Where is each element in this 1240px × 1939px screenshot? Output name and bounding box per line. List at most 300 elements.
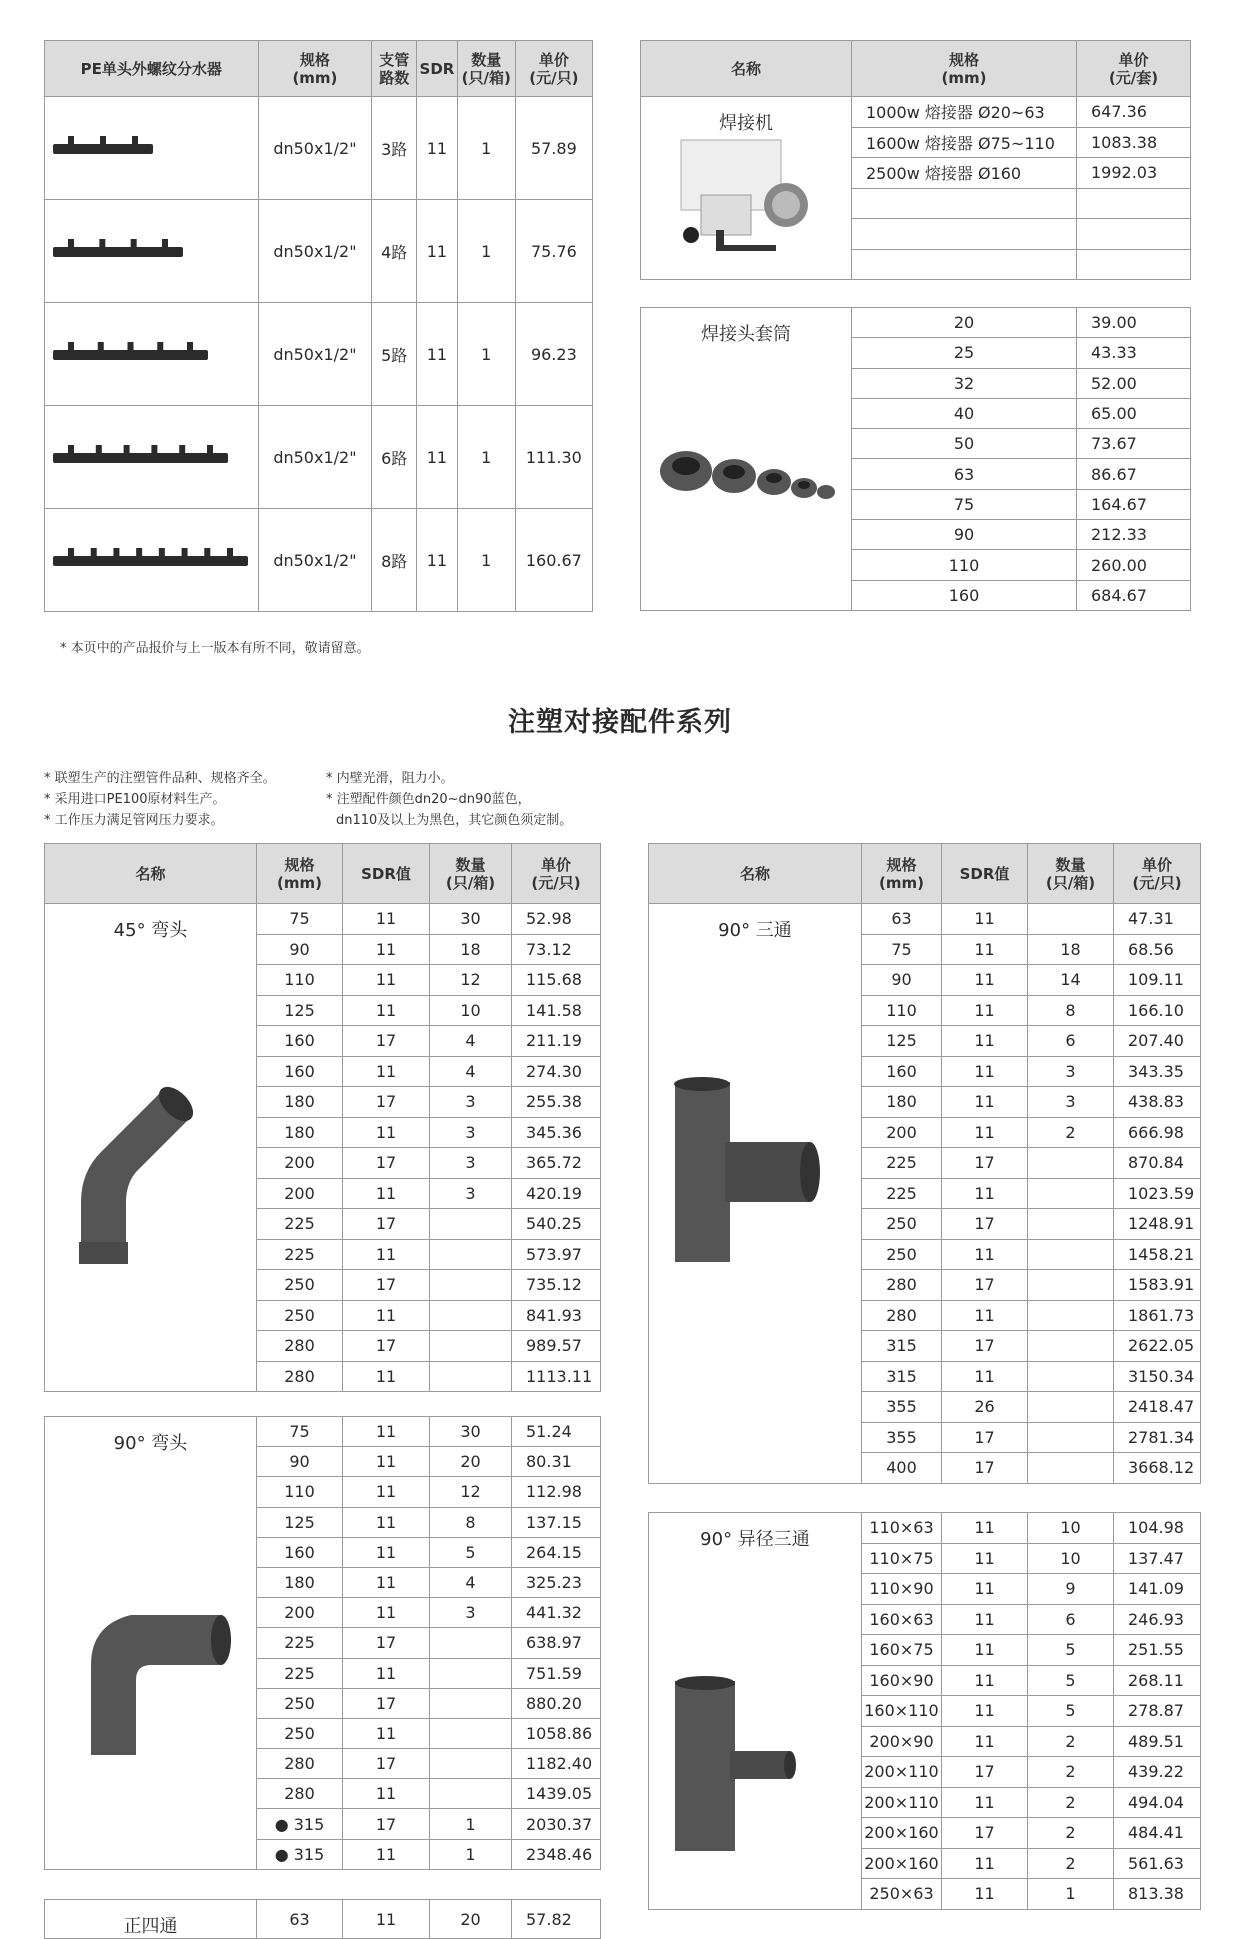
cell-ways: 5路 — [372, 303, 417, 406]
cell-qty — [430, 1300, 512, 1331]
cell-qty: 18 — [430, 934, 512, 965]
cell-spec: 250×63 — [862, 1879, 942, 1910]
cell-price: 75.76 — [515, 200, 592, 303]
cell-spec: 200×110 — [862, 1787, 942, 1818]
table-row — [649, 904, 1201, 935]
welder-table — [640, 40, 1191, 280]
cell-sdr: 17 — [343, 1749, 430, 1779]
column-header: 数量 (只/箱) — [430, 844, 512, 904]
cell-price: 684.67 — [1077, 580, 1191, 610]
cell-spec: 315 — [862, 1331, 942, 1362]
cell-spec: 200×90 — [862, 1726, 942, 1757]
cell-sdr: 11 — [343, 1447, 430, 1477]
tee-90-image — [665, 1072, 845, 1282]
cell-price: 638.97 — [512, 1628, 601, 1658]
cell-qty: 1 — [457, 200, 515, 303]
cell-sdr: 11 — [942, 1178, 1028, 1209]
cell-spec: 200 — [257, 1598, 343, 1628]
cell-spec — [852, 188, 1077, 219]
column-header: 规格 (mm) — [257, 844, 343, 904]
cell-qty: 3 — [1028, 1087, 1114, 1118]
cell-price: 438.83 — [1114, 1087, 1201, 1118]
cell-qty — [1028, 1361, 1114, 1392]
cell-price: 989.57 — [512, 1331, 601, 1362]
cell-sdr: 11 — [942, 995, 1028, 1026]
cell-spec: 225 — [257, 1209, 343, 1240]
cell-spec: 2500w 熔接器 Ø160 — [852, 158, 1077, 189]
cell-ways: 3路 — [372, 97, 417, 200]
cell-qty: 14 — [1028, 965, 1114, 996]
cell-sdr: 11 — [942, 1026, 1028, 1057]
cell-price: 2622.05 — [1114, 1331, 1201, 1362]
product-name: 正四通 — [123, 1916, 178, 1937]
cell-sdr: 17 — [343, 1809, 430, 1839]
welder-image — [661, 135, 831, 255]
cell-price: 2418.47 — [1114, 1392, 1201, 1423]
cell-spec: 125 — [257, 1507, 343, 1537]
cell-price: 212.33 — [1077, 520, 1191, 550]
cell-spec: 63 — [852, 459, 1077, 489]
cell-sdr: 11 — [942, 1361, 1028, 1392]
cell-price: 246.93 — [1114, 1604, 1201, 1635]
cell-qty: 20 — [430, 1900, 512, 1939]
cell-qty — [1028, 1178, 1114, 1209]
cell-price: 1083.38 — [1077, 127, 1191, 158]
cell-price: 65.00 — [1077, 398, 1191, 428]
cell-price: 2030.37 — [512, 1809, 601, 1839]
cell-price: 278.87 — [1114, 1696, 1201, 1727]
cell-sdr: 11 — [942, 1848, 1028, 1879]
cell-sdr: 17 — [343, 1688, 430, 1718]
cell-price: 274.30 — [512, 1056, 601, 1087]
cell-sdr: 11 — [343, 1900, 430, 1939]
cell-spec: 250 — [862, 1209, 942, 1240]
cell-qty: 3 — [1028, 1056, 1114, 1087]
cell-sdr: 11 — [942, 1117, 1028, 1148]
cell-qty — [430, 1628, 512, 1658]
cell-price: 47.31 — [1114, 904, 1201, 935]
cell-sdr: 11 — [343, 1117, 430, 1148]
cell-qty: 3 — [430, 1087, 512, 1118]
cell-ways: 4路 — [372, 200, 417, 303]
cell-price: 57.89 — [515, 97, 592, 200]
cell-sdr: 17 — [942, 1270, 1028, 1301]
cell-sdr: 11 — [942, 1635, 1028, 1666]
cell-price: 1058.86 — [512, 1718, 601, 1748]
cell-qty: 30 — [430, 1417, 512, 1447]
cell-spec: 40 — [852, 398, 1077, 428]
cell-price: 484.41 — [1114, 1818, 1201, 1849]
cell-spec: 160 — [257, 1537, 343, 1567]
cell-qty: 10 — [1028, 1513, 1114, 1544]
cell-sdr: 17 — [343, 1270, 430, 1301]
cell-price: 68.56 — [1114, 934, 1201, 965]
cross-table — [44, 1899, 601, 1939]
cell-spec: 63 — [257, 1900, 343, 1939]
cell-sdr: 11 — [417, 406, 458, 509]
cell-sdr: 11 — [343, 1477, 430, 1507]
cell-qty: 8 — [430, 1507, 512, 1537]
cell-qty: 5 — [1028, 1696, 1114, 1727]
cell-qty: 20 — [430, 1447, 512, 1477]
manifold-image — [53, 546, 252, 570]
cell-spec — [852, 219, 1077, 250]
feature-item: * 注塑配件颜色dn20~dn90蓝色， — [326, 792, 531, 807]
cell-qty — [430, 1779, 512, 1809]
cell-sdr: 11 — [417, 303, 458, 406]
cell-sdr: 11 — [343, 934, 430, 965]
cell-qty: 1 — [457, 303, 515, 406]
cell-spec: 200 — [862, 1117, 942, 1148]
cell-spec: 63 — [862, 904, 942, 935]
cell-sdr: 11 — [343, 995, 430, 1026]
cell-sdr: 17 — [942, 1422, 1028, 1453]
cell-sdr: 11 — [343, 1239, 430, 1270]
cell-price: 813.38 — [1114, 1879, 1201, 1910]
cell-price: 52.98 — [512, 904, 601, 935]
table-row — [45, 904, 601, 935]
cell-price: 540.25 — [512, 1209, 601, 1240]
cell-sdr: 11 — [942, 904, 1028, 935]
cell-qty: 12 — [430, 965, 512, 996]
cell-qty: 6 — [1028, 1026, 1114, 1057]
cell-spec: dn50x1/2" — [258, 509, 372, 612]
cell-qty — [1028, 1148, 1114, 1179]
cell-price: 441.32 — [512, 1598, 601, 1628]
column-header: 单价 (元/只) — [515, 41, 592, 97]
cell-sdr: 11 — [343, 1507, 430, 1537]
cell-sdr: 17 — [942, 1331, 1028, 1362]
table-row — [45, 303, 593, 406]
cell-qty: 3 — [430, 1598, 512, 1628]
cell-spec: 110×63 — [862, 1513, 942, 1544]
cell-qty: 5 — [1028, 1665, 1114, 1696]
cell-spec: 110 — [257, 1477, 343, 1507]
product-image-cell — [45, 97, 259, 200]
cell-sdr: 11 — [343, 1839, 430, 1869]
cell-spec: 90 — [862, 965, 942, 996]
column-header: SDR值 — [343, 844, 430, 904]
cell-spec: 75 — [257, 904, 343, 935]
cell-price: 51.24 — [512, 1417, 601, 1447]
cell-price — [1077, 188, 1191, 219]
product-name-cell — [649, 904, 862, 1484]
cell-price: 439.22 — [1114, 1757, 1201, 1788]
cell-spec: 90 — [257, 934, 343, 965]
cell-spec: 225 — [862, 1178, 942, 1209]
table-row — [45, 1417, 601, 1447]
cell-qty: 4 — [430, 1026, 512, 1057]
cell-price: 1458.21 — [1114, 1239, 1201, 1270]
cell-price: 73.67 — [1077, 429, 1191, 459]
cell-sdr: 11 — [942, 1604, 1028, 1635]
column-header: 规格 (mm) — [258, 41, 372, 97]
cell-price: 343.35 — [1114, 1056, 1201, 1087]
table-row — [641, 97, 1191, 128]
cell-qty — [430, 1658, 512, 1688]
cell-sdr: 17 — [942, 1757, 1028, 1788]
cell-spec: 160×75 — [862, 1635, 942, 1666]
cell-sdr: 17 — [942, 1148, 1028, 1179]
cell-spec: 50 — [852, 429, 1077, 459]
cell-spec: 280 — [257, 1361, 343, 1392]
cell-spec: 280 — [257, 1779, 343, 1809]
cell-qty — [1028, 1209, 1114, 1240]
cell-sdr: 11 — [343, 1567, 430, 1597]
cell-spec: 200×160 — [862, 1818, 942, 1849]
cell-qty: 30 — [430, 904, 512, 935]
cell-spec: 250 — [257, 1300, 343, 1331]
fittings-left-header-row — [45, 844, 601, 904]
product-image-cell — [45, 509, 259, 612]
cell-price: 160.67 — [515, 509, 592, 612]
cell-spec: 250 — [257, 1718, 343, 1748]
cell-price: 3150.34 — [1114, 1361, 1201, 1392]
cell-price: 1113.11 — [512, 1361, 601, 1392]
product-name: 90° 异径三通 — [700, 1529, 810, 1550]
cell-price: 112.98 — [512, 1477, 601, 1507]
cell-qty — [430, 1688, 512, 1718]
cell-price: 841.93 — [512, 1300, 601, 1331]
cell-price: 647.36 — [1077, 97, 1191, 128]
cell-price: 137.47 — [1114, 1543, 1201, 1574]
sleeve-table — [640, 307, 1191, 611]
cell-spec: 160 — [852, 580, 1077, 610]
product-name-cell — [45, 1900, 257, 1939]
cell-spec: 90 — [257, 1447, 343, 1477]
cell-spec: 250 — [257, 1688, 343, 1718]
cell-price: 86.67 — [1077, 459, 1191, 489]
cell-spec: 225 — [862, 1148, 942, 1179]
cell-qty — [1028, 1331, 1114, 1362]
cell-price: 39.00 — [1077, 308, 1191, 338]
cell-qty: 18 — [1028, 934, 1114, 965]
cell-price: 141.58 — [512, 995, 601, 1026]
cell-sdr: 11 — [343, 1361, 430, 1392]
cell-sdr: 17 — [942, 1209, 1028, 1240]
feature-item: * 联塑生产的注塑管件品种、规格齐全。 — [44, 771, 276, 786]
cell-spec: ● 315 — [257, 1809, 343, 1839]
cell-price: 73.12 — [512, 934, 601, 965]
cell-qty: 3 — [430, 1117, 512, 1148]
cell-spec: 160×90 — [862, 1665, 942, 1696]
table-row — [649, 1513, 1201, 1544]
feature-item: * 内壁光滑，阻力小。 — [326, 771, 454, 786]
cell-qty — [430, 1209, 512, 1240]
cell-qty: 1 — [457, 509, 515, 612]
cell-price: 2781.34 — [1114, 1422, 1201, 1453]
cell-spec: 110 — [862, 995, 942, 1026]
cell-spec: 315 — [862, 1361, 942, 1392]
cell-spec: 125 — [257, 995, 343, 1026]
cell-sdr: 11 — [942, 1879, 1028, 1910]
cell-qty: 10 — [1028, 1543, 1114, 1574]
cell-sdr: 11 — [343, 1598, 430, 1628]
cell-spec: 250 — [862, 1239, 942, 1270]
cell-price: 109.11 — [1114, 965, 1201, 996]
manifold-image — [53, 443, 232, 467]
cell-price: 164.67 — [1077, 489, 1191, 519]
fittings-left-table — [44, 843, 601, 1392]
cell-spec: 180 — [257, 1567, 343, 1597]
product-name: 45° 弯头 — [113, 920, 188, 941]
cell-price: 1992.03 — [1077, 158, 1191, 189]
cell-spec: 160×110 — [862, 1696, 942, 1727]
product-name-cell — [45, 904, 257, 1392]
cell-price: 1861.73 — [1114, 1300, 1201, 1331]
cell-sdr: 11 — [942, 1543, 1028, 1574]
column-header: 规格 (mm) — [852, 41, 1077, 97]
cell-sdr: 11 — [942, 1726, 1028, 1757]
cell-price — [1077, 219, 1191, 250]
features-right — [326, 768, 572, 831]
cell-qty — [1028, 1392, 1114, 1423]
product-name-cell — [649, 1513, 862, 1910]
cell-qty: 1 — [457, 406, 515, 509]
column-header: SDR — [417, 41, 458, 97]
cell-spec: 225 — [257, 1658, 343, 1688]
cell-price: 255.38 — [512, 1087, 601, 1118]
cell-price: 365.72 — [512, 1148, 601, 1179]
column-header: 名称 — [641, 41, 852, 97]
cell-price — [1077, 249, 1191, 280]
cell-sdr: 17 — [343, 1087, 430, 1118]
cell-price: 115.68 — [512, 965, 601, 996]
cell-sdr: 11 — [942, 1574, 1028, 1605]
cell-sdr: 17 — [343, 1209, 430, 1240]
reducing-tee-table — [648, 1512, 1201, 1910]
cell-sdr: 11 — [942, 965, 1028, 996]
cell-price: 104.98 — [1114, 1513, 1201, 1544]
cell-price: 141.09 — [1114, 1574, 1201, 1605]
cell-spec: 355 — [862, 1422, 942, 1453]
cell-sdr: 11 — [417, 200, 458, 303]
product-name-cell — [641, 97, 852, 280]
cell-qty: 2 — [1028, 1117, 1114, 1148]
cell-sdr: 11 — [343, 1178, 430, 1209]
cell-price: 137.15 — [512, 1507, 601, 1537]
cell-price: 880.20 — [512, 1688, 601, 1718]
cell-sdr: 11 — [343, 965, 430, 996]
cell-price: 489.51 — [1114, 1726, 1201, 1757]
cell-qty — [1028, 1422, 1114, 1453]
cell-sdr: 11 — [343, 1417, 430, 1447]
cell-spec: 160×63 — [862, 1604, 942, 1635]
cell-spec: 200 — [257, 1148, 343, 1179]
cell-sdr: 17 — [343, 1026, 430, 1057]
cell-sdr: 11 — [343, 1537, 430, 1567]
cell-sdr: 11 — [942, 934, 1028, 965]
cell-qty: 8 — [1028, 995, 1114, 1026]
column-header: 单价 (元/只) — [512, 844, 601, 904]
cell-spec: 250 — [257, 1270, 343, 1301]
cell-qty: 10 — [430, 995, 512, 1026]
column-header: 单价 (元/套) — [1077, 41, 1191, 97]
cell-qty — [430, 1331, 512, 1362]
cell-qty — [1028, 1453, 1114, 1484]
cell-price: 573.97 — [512, 1239, 601, 1270]
cell-qty — [430, 1361, 512, 1392]
cell-price: 43.33 — [1077, 338, 1191, 368]
column-header: 数量 (只/箱) — [1028, 844, 1114, 904]
table-row — [45, 1900, 601, 1939]
cell-sdr: 11 — [417, 97, 458, 200]
cell-spec: 90 — [852, 520, 1077, 550]
cell-spec: 400 — [862, 1453, 942, 1484]
cell-qty: 4 — [430, 1567, 512, 1597]
cell-sdr: 11 — [942, 1300, 1028, 1331]
cell-qty — [1028, 1270, 1114, 1301]
product-name: 焊接头套筒 — [701, 324, 791, 345]
cell-sdr: 11 — [942, 1056, 1028, 1087]
manifold-table — [44, 40, 593, 612]
cell-sdr: 17 — [343, 1331, 430, 1362]
cell-price: 666.98 — [1114, 1117, 1201, 1148]
cell-spec: 160 — [257, 1056, 343, 1087]
manifold-image — [53, 237, 187, 261]
feature-item: * 采用进口PE100原材料生产。 — [44, 792, 226, 807]
cell-spec: 200×160 — [862, 1848, 942, 1879]
cell-sdr: 11 — [942, 1787, 1028, 1818]
cell-sdr: 11 — [942, 1696, 1028, 1727]
cell-spec: 125 — [862, 1026, 942, 1057]
fittings-right-table — [648, 843, 1201, 1484]
cell-qty: 4 — [430, 1056, 512, 1087]
table-row — [45, 200, 593, 303]
cell-qty: 2 — [1028, 1726, 1114, 1757]
cell-spec: 75 — [862, 934, 942, 965]
cell-spec: 180 — [257, 1117, 343, 1148]
cell-price: 260.00 — [1077, 550, 1191, 580]
cell-qty: 3 — [430, 1178, 512, 1209]
cell-qty: 1 — [457, 97, 515, 200]
product-name: 90° 弯头 — [113, 1433, 188, 1454]
cell-spec: 110 — [257, 965, 343, 996]
cell-sdr: 11 — [343, 1779, 430, 1809]
cell-qty: 1 — [430, 1809, 512, 1839]
elbow-90-image — [61, 1555, 241, 1765]
product-name: 焊接机 — [719, 113, 773, 134]
cell-spec: 1600w 熔接器 Ø75~110 — [852, 127, 1077, 158]
cell-spec: 180 — [257, 1087, 343, 1118]
cell-qty: 12 — [430, 1477, 512, 1507]
cell-price: 211.19 — [512, 1026, 601, 1057]
cell-qty: 6 — [1028, 1604, 1114, 1635]
cell-qty — [430, 1718, 512, 1748]
cell-price: 166.10 — [1114, 995, 1201, 1026]
cell-spec: 200 — [257, 1178, 343, 1209]
table-row — [45, 97, 593, 200]
cell-sdr: 11 — [343, 1300, 430, 1331]
cell-price: 735.12 — [512, 1270, 601, 1301]
cell-price: 345.36 — [512, 1117, 601, 1148]
reducing-tee-image — [665, 1671, 845, 1881]
cell-price: 561.63 — [1114, 1848, 1201, 1879]
cell-price: 751.59 — [512, 1658, 601, 1688]
feature-item: dn110及以上为黑色，其它颜色须定制。 — [336, 813, 573, 828]
cell-spec: 32 — [852, 368, 1077, 398]
price-change-note: * 本页中的产品报价与上一版本有所不同，敬请留意。 — [60, 641, 370, 656]
cell-qty: 5 — [430, 1537, 512, 1567]
cell-price: 57.82 — [512, 1900, 601, 1939]
cell-qty: 1 — [1028, 1879, 1114, 1910]
cell-spec: 160 — [257, 1026, 343, 1057]
table-row — [45, 509, 593, 612]
column-header: 名称 — [45, 844, 257, 904]
features-left — [44, 768, 276, 831]
cell-spec: 75 — [257, 1417, 343, 1447]
cell-sdr: 11 — [942, 1239, 1028, 1270]
